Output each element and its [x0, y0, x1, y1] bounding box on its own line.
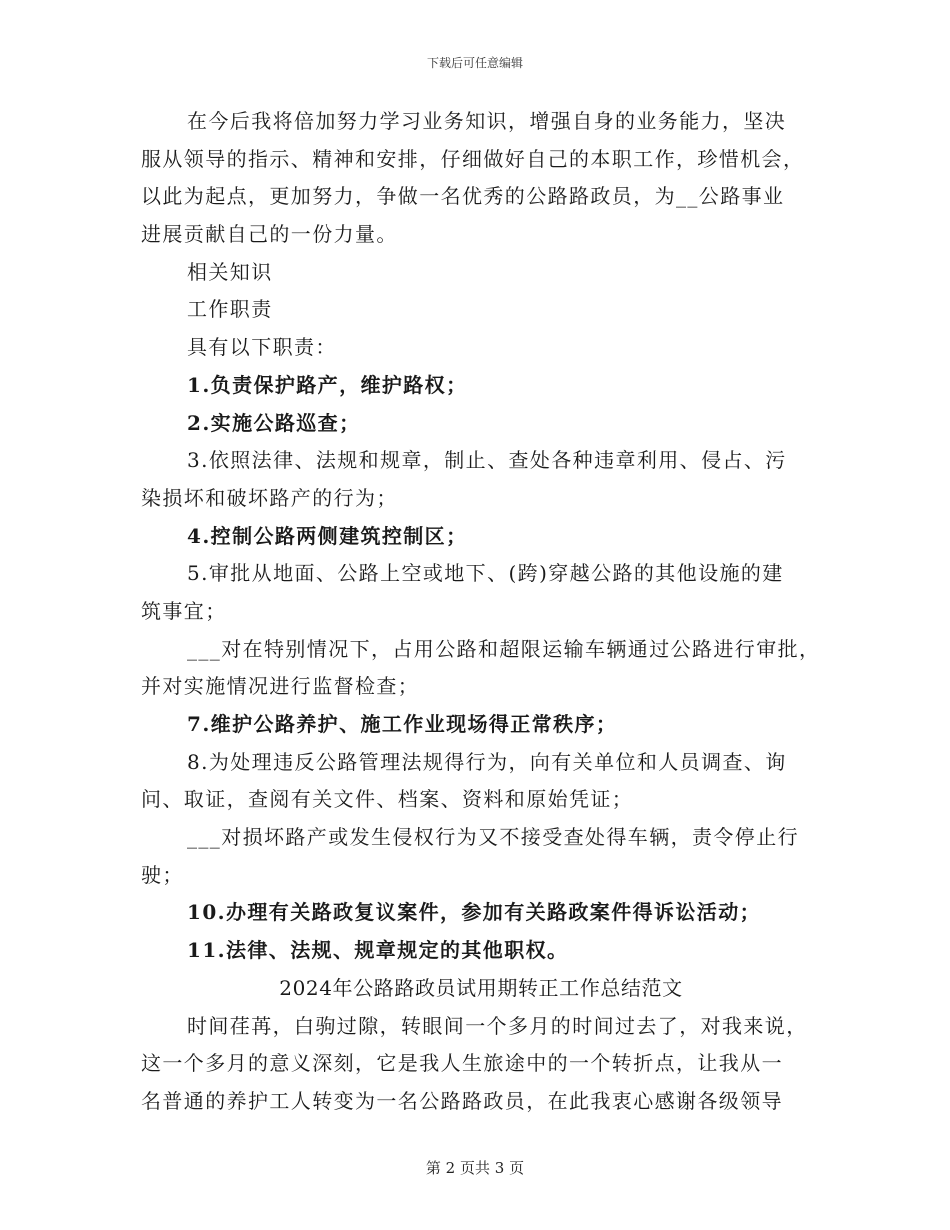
duty-item: 7.维护公路养护、施工作业现场得正常秩序；	[187, 712, 618, 736]
paragraph-line: 具有以下职责：	[187, 335, 337, 360]
paragraph-line: 在今后我将倍加努力学习业务知识，增强自身的业务能力，坚决	[187, 109, 787, 133]
duty-item-continued: 筑事宜；	[141, 598, 227, 623]
duty-item: 2.实施公路巡查；	[187, 410, 361, 435]
paragraph-line: 时间荏苒，白驹过隙，转眼间一个多月的时间过去了，对我来说，	[187, 1013, 808, 1038]
duty-item: 1.负责保护路产，维护路权；	[187, 372, 468, 397]
paragraph-line: 名普通的养护工人转变为一名公路路政员，在此我衷心感谢各级领导	[141, 1088, 783, 1113]
duty-item-continued: 问、取证，查阅有关文件、档案、资料和原始凭证；	[141, 787, 634, 812]
duty-item: 4.控制公路两侧建筑控制区；	[187, 523, 468, 548]
paragraph-line: 进展贡献自己的一份力量。	[141, 222, 398, 247]
page-header: 下载后可任意编辑	[426, 56, 523, 70]
duty-item: 3.依照法律、法规和规章，制止、查处各种违章利用、侵占、污	[187, 448, 787, 473]
duty-item-continued: 并对实施情况进行监督检查；	[141, 674, 420, 699]
paragraph-line: 服从领导的指示、精神和安排，仔细做好自己的本职工作，珍惜机会，	[141, 146, 805, 171]
document-body	[141, 103, 821, 1121]
duty-item: 8.为处理违反公路管理法规得行为，向有关单位和人员调查、询	[187, 749, 787, 774]
duty-item: ___对在特别情况下，占用公路和超限运输车辆通过公路进行审批，	[187, 636, 821, 661]
duty-item: 10.办理有关路政复议案件，参加有关路政案件得诉讼活动；	[187, 900, 761, 925]
duty-item-continued: 驶；	[141, 862, 184, 887]
page-footer: 第 2 页共 3 页	[425, 1159, 525, 1177]
paragraph-line: 这一个多月的意义深刻，它是我人生旅途中的一个转折点，让我从一	[141, 1051, 783, 1076]
duty-item-continued: 染损坏和破坏路产的行为；	[141, 485, 398, 510]
section-label: 相关知识	[187, 259, 273, 284]
duty-item: 5.审批从地面、公路上空或地下、(跨)穿越公路的其他设施的建	[187, 561, 784, 586]
section-label: 工作职责	[187, 297, 273, 322]
duty-item: 11.法律、法规、规章规定的其他职权。	[187, 938, 569, 963]
document-title: 2024年公路路政员试用期转正工作总结范文	[279, 975, 683, 1000]
duty-item: ___对损坏路产或发生侵权行为又不接受查处得车辆，责令停止行	[187, 825, 799, 850]
paragraph-line: 以此为起点，更加努力，争做一名优秀的公路路政员，为__公路事业	[141, 184, 785, 209]
